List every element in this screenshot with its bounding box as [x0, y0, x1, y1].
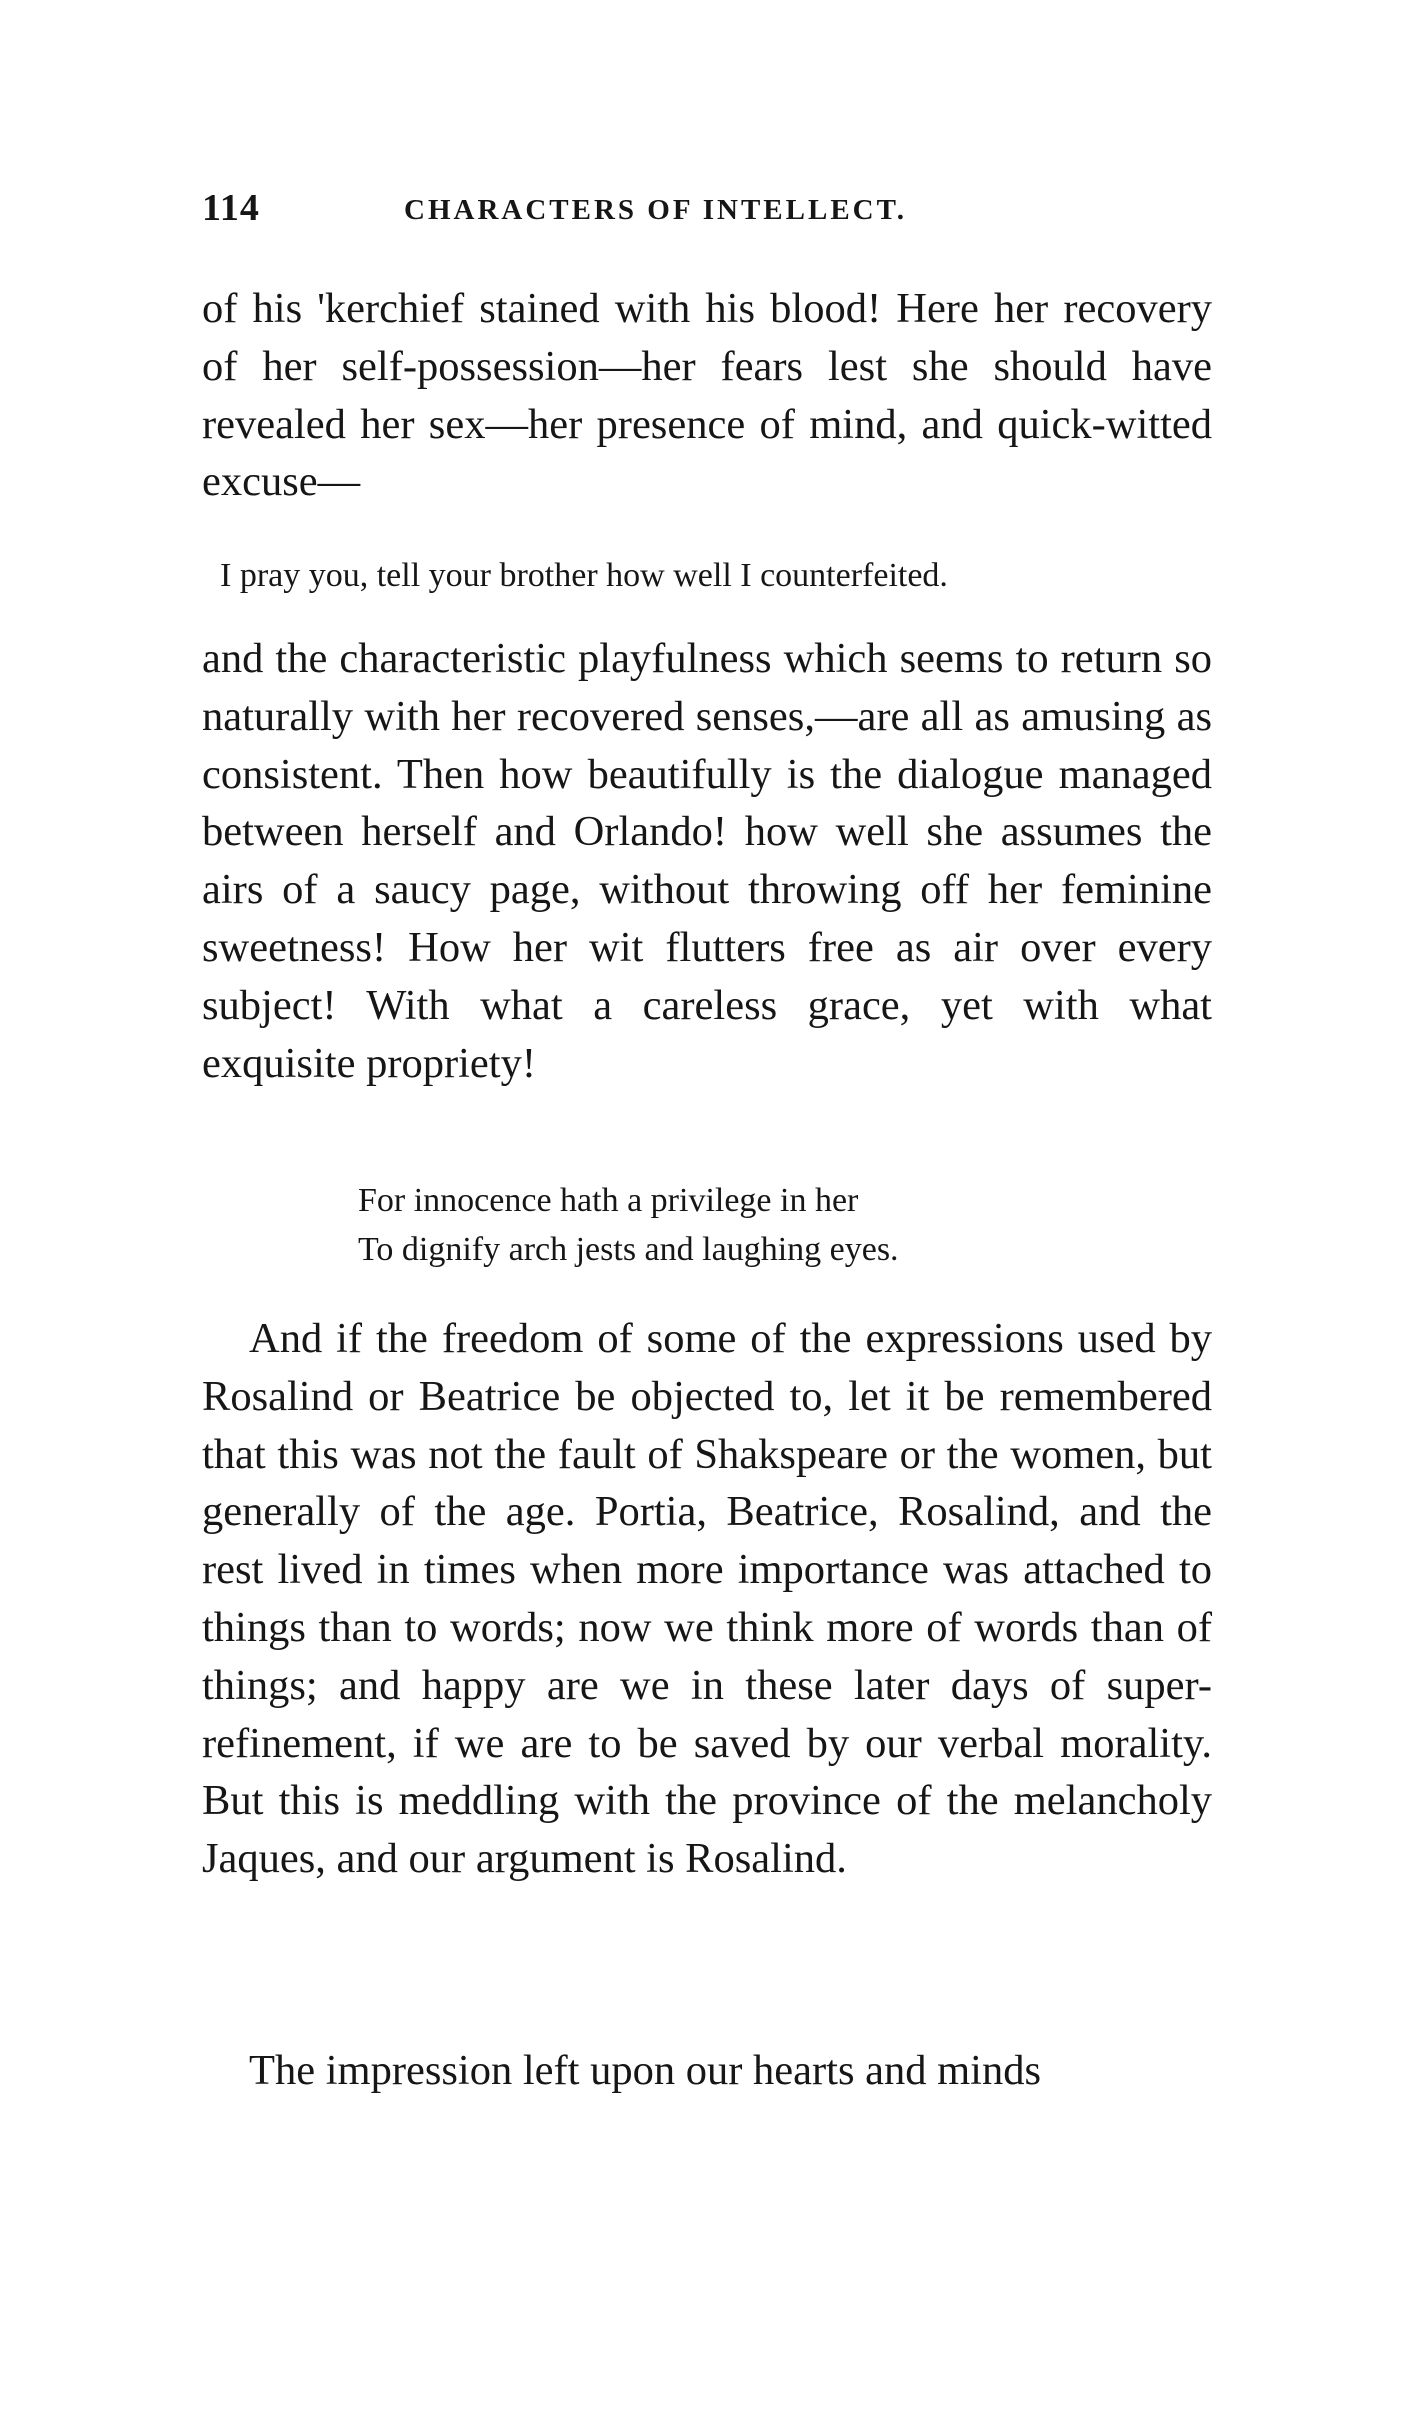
paragraph-4: The impression left upon our hearts and minds: [249, 2047, 1041, 2094]
paragraph-1: of his 'kerchief stained with his blood! Here her recovery of her self-possession—her fears lest she should have revealed her sex—her presence of mind, and quick-witted excuse—: [202, 285, 1212, 506]
prose-quote: I pray you, tell your brother how well I counterfeited.: [220, 557, 948, 594]
page-number: 114: [202, 187, 260, 229]
paragraph-3: And if the freedom of some of the expressions used by Rosalind or Beatrice be objected to, let it be remembered that this was not the fault of Shakspeare or the women, but generally of the age. Portia, Beatrice, Rosalind, and the rest lived in times when more importance was attached to things than to words; now we think more of words than of things; and happy are we in these later days of super-refinement, if we are to be saved by our verbal morality. But this is meddling with the province of the melancholy Jaques, and our argument is Rosalind.: [202, 1315, 1212, 1883]
verse-line-1: For innocence hath a privilege in her: [358, 1182, 859, 1219]
paragraph-2: and the characteristic playfulness which seems to return so naturally with her recovered senses,—are all as amusing as consistent. Then how beautifully is the dialogue managed between herself and Orlando! how well she assumes the airs of a saucy page, without throwing off her feminine sweetness! How her wit flutters free as air over every subject! With what a careless grace, yet with what exquisite propriety!: [202, 635, 1212, 1087]
verse-quote: [358, 1176, 1118, 1274]
page-header: [202, 186, 1212, 246]
verse-line-2: To dignify arch jests and laughing eyes.: [358, 1231, 899, 1268]
running-title: CHARACTERS OF INTELLECT.: [404, 194, 908, 226]
